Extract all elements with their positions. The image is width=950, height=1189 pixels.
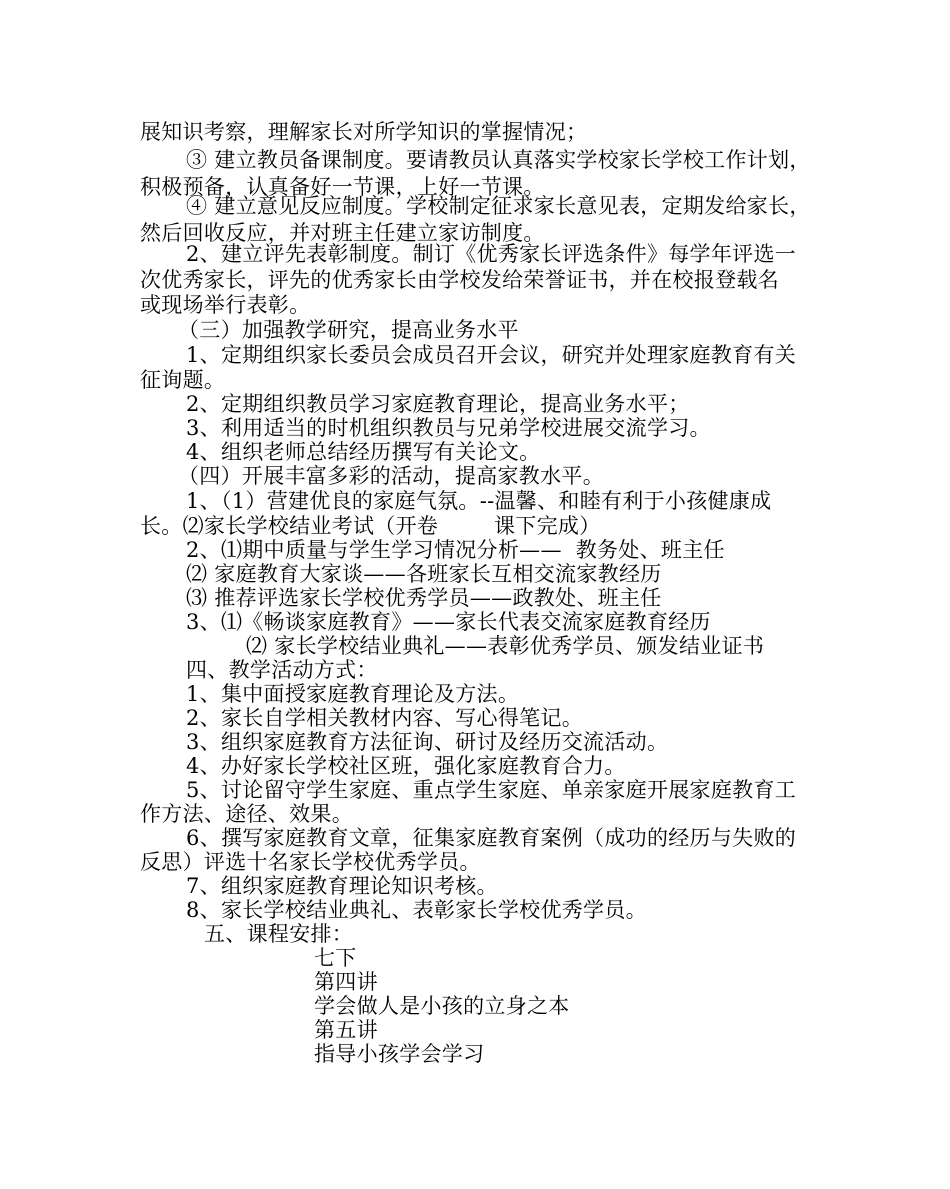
text-line-28: 5、讨论留守学生家庭、重点学生家庭、单亲家庭开展家庭教育工 [186, 778, 797, 802]
text-line-32: 7、组织家庭教育理论知识考核。 [186, 874, 498, 898]
text-line-16: 1、（1）营建优良的家庭气氛。--温馨、和睦有利于小孩健康成 [186, 489, 772, 513]
text-line-33: 8、家长学校结业典礼、表彰家长学校优秀学员。 [186, 898, 647, 922]
section-heading-4: （四）开展丰富多彩的活动，提高家教水平。 [178, 464, 604, 488]
text-line-12: 2、定期组织教员学习家庭教育理论，提高业务水平； [186, 392, 690, 416]
text-line-1: 展知识考察，理解家长对所学知识的掌握情况； [140, 120, 588, 144]
course-lecture-5: 第五讲 [314, 1018, 378, 1042]
course-lecture-5-title: 指导小孩学会学习 [314, 1042, 485, 1066]
text-line-8: 或现场举行表彰。 [140, 293, 311, 317]
text-line-7: 次优秀家长，评先的优秀家长由学校发给荣誉证书，并在校报登载名 [140, 268, 779, 292]
text-line-25: 2、家长自学相关教材内容、写心得笔记。 [186, 706, 584, 730]
text-line-6: 2、建立评先表彰制度。制订《优秀家长评选条件》每学年评选一 [186, 242, 797, 266]
text-line-2: ③ 建立教员备课制度。要请教员认真落实学校家长学校工作计划， [186, 148, 811, 172]
section-heading-four: 四、教学活动方式： [186, 658, 378, 682]
section-heading-3: （三）加强教学研究，提高业务水平 [178, 318, 519, 342]
text-line-11: 征询题。 [140, 368, 226, 392]
text-line-14: 4、组织老师总结经历撰写有关论文。 [186, 440, 541, 464]
text-line-30: 6、撰写家庭教育文章，征集家庭教育案例（成功的经历与失败的 [186, 826, 797, 850]
text-line-3: 积极预备，认真备好一节课，上好一节课。 [140, 175, 545, 199]
text-line-19: ⑵ 家庭教育大家谈——各班家长互相交流家教经历 [186, 562, 662, 586]
text-line-24: 1、集中面授家庭教育理论及方法。 [186, 682, 520, 706]
course-grade: 七下 [314, 946, 357, 970]
course-lecture-4-title: 学会做人是小孩的立身之本 [314, 994, 570, 1018]
text-line-20: ⑶ 推荐评选家长学校优秀学员——政教处、班主任 [186, 586, 662, 610]
text-line-29: 作方法、途径、效果。 [140, 802, 353, 826]
text-line-21: 3、⑴《畅谈家庭教育》——家长代表交流家庭教育经历 [186, 610, 711, 634]
text-line-27: 4、办好家长学校社区班，强化家庭教育合力。 [186, 754, 626, 778]
text-line-26: 3、组织家庭教育方法征询、研讨及经历交流活动。 [186, 730, 669, 754]
text-line-4: ④ 建立意见反应制度。学校制定征求家长意见表，定期发给家长， [186, 194, 811, 218]
course-lecture-4: 第四讲 [314, 970, 378, 994]
text-line-13: 3、利用适当的时机组织教员与兄弟学校进展交流学习。 [186, 416, 711, 440]
section-heading-five: 五、课程安排： [204, 922, 354, 946]
text-line-31: 反思）评选十名家长学校优秀学员。 [140, 850, 481, 874]
text-line-18: 2、⑴期中质量与学生学习情况分析—— 教务处、班主任 [186, 538, 725, 562]
text-line-5: 然后回收反应，并对班主任建立家访制度。 [140, 221, 545, 245]
text-line-17: 长。⑵家长学校结业考试（开卷 课下完成） [140, 514, 601, 538]
text-line-10: 1、定期组织家长委员会成员召开会议，研究并处理家庭教育有关 [186, 343, 797, 367]
text-line-22: ⑵ 家长学校结业典礼——表彰优秀学员、颁发结业证书 [246, 634, 765, 658]
